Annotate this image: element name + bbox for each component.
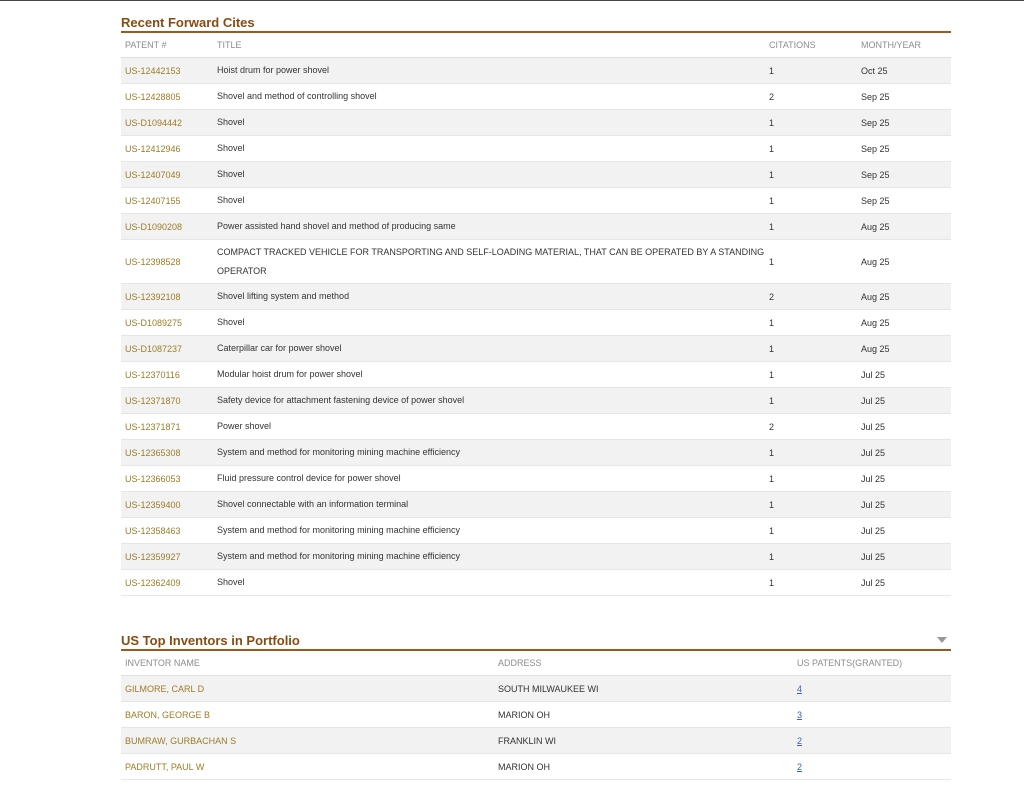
patent-number-link[interactable]: US-12366053 (121, 466, 213, 492)
patent-number-link[interactable]: US-12365308 (121, 440, 213, 466)
patent-number-link[interactable]: US-12412946 (121, 136, 213, 162)
table-row (121, 544, 951, 570)
patent-number-link[interactable]: US-12428805 (121, 84, 213, 110)
patent-title: Safety device for attachment fastening device of power shovel (213, 388, 765, 414)
chevron-down-icon[interactable] (937, 637, 947, 643)
citation-count: 1 (765, 388, 857, 414)
patent-title: COMPACT TRACKED VEHICLE FOR TRANSPORTING AND SELF-LOADING MATERIAL, THAT CAN BE OPERATED BY A STANDING OPERATOR (213, 240, 765, 284)
patent-title: Shovel (213, 136, 765, 162)
citation-count: 1 (765, 188, 857, 214)
month-year: Sep 25 (857, 136, 951, 162)
month-year: Jul 25 (857, 388, 951, 414)
citation-count: 2 (765, 414, 857, 440)
month-year: Sep 25 (857, 188, 951, 214)
col-header-patent[interactable]: PATENT # (121, 33, 213, 58)
citation-count: 1 (765, 492, 857, 518)
citation-count: 1 (765, 162, 857, 188)
citation-count: 1 (765, 58, 857, 84)
citation-count: 2 (765, 84, 857, 110)
patent-title: Hoist drum for power shovel (213, 58, 765, 84)
table-row (121, 188, 951, 214)
month-year: Sep 25 (857, 110, 951, 136)
citation-count: 1 (765, 110, 857, 136)
forward-cites-title: Recent Forward Cites (121, 14, 951, 33)
patent-number-link[interactable]: US-12442153 (121, 58, 213, 84)
col-header-month-year[interactable]: MONTH/YEAR (857, 33, 951, 58)
citation-count: 1 (765, 544, 857, 570)
table-row (121, 240, 951, 284)
patent-count-cell (793, 728, 951, 754)
table-row (121, 362, 951, 388)
patent-number-link[interactable]: US-D1090208 (121, 214, 213, 240)
month-year: Sep 25 (857, 84, 951, 110)
patent-number-link[interactable]: US-12407049 (121, 162, 213, 188)
patent-title: Power shovel (213, 414, 765, 440)
patent-title: Caterpillar car for power shovel (213, 336, 765, 362)
forward-cites-section (121, 14, 951, 596)
table-row (121, 214, 951, 240)
inventors-title-bar (121, 632, 951, 651)
patent-number-link[interactable]: US-12407155 (121, 188, 213, 214)
table-row (121, 388, 951, 414)
month-year: Jul 25 (857, 466, 951, 492)
table-row (121, 162, 951, 188)
patent-title: Shovel and method of controlling shovel (213, 84, 765, 110)
citation-count: 1 (765, 440, 857, 466)
citation-count: 1 (765, 240, 857, 284)
month-year: Oct 25 (857, 58, 951, 84)
month-year: Jul 25 (857, 544, 951, 570)
patent-number-link[interactable]: US-12359400 (121, 492, 213, 518)
patent-title: Shovel (213, 188, 765, 214)
patent-count-link[interactable]: 2 (797, 735, 803, 746)
patent-count-link[interactable]: 2 (797, 761, 803, 772)
inventor-name-link[interactable]: BUMRAW, GURBACHAN S (121, 728, 494, 754)
table-row (121, 570, 951, 596)
table-row (121, 466, 951, 492)
col-header-citations[interactable]: CITATIONS (765, 33, 857, 58)
patent-title: Modular hoist drum for power shovel (213, 362, 765, 388)
patent-title: Shovel lifting system and method (213, 284, 765, 310)
inventors-table (121, 651, 951, 780)
patent-title: Shovel (213, 310, 765, 336)
month-year: Jul 25 (857, 570, 951, 596)
month-year: Sep 25 (857, 162, 951, 188)
table-row (121, 110, 951, 136)
forward-cites-header-row (121, 33, 951, 58)
patent-number-link[interactable]: US-12398528 (121, 240, 213, 284)
patent-number-link[interactable]: US-12371870 (121, 388, 213, 414)
month-year: Aug 25 (857, 336, 951, 362)
inventor-name-link[interactable]: GILMORE, CARL D (121, 676, 494, 702)
col-header-address[interactable]: ADDRESS (494, 651, 793, 676)
table-row (121, 728, 951, 754)
patent-count-cell (793, 754, 951, 780)
month-year: Aug 25 (857, 310, 951, 336)
forward-cites-table (121, 33, 951, 596)
patent-count-cell (793, 702, 951, 728)
table-row (121, 336, 951, 362)
inventor-address: SOUTH MILWAUKEE WI (494, 676, 793, 702)
col-header-title[interactable]: TITLE (213, 33, 765, 58)
patent-number-link[interactable]: US-12358463 (121, 518, 213, 544)
forward-cites-body (121, 58, 951, 596)
citation-count: 1 (765, 466, 857, 492)
patent-number-link[interactable]: US-12359927 (121, 544, 213, 570)
table-row (121, 136, 951, 162)
patent-number-link[interactable]: US-D1094442 (121, 110, 213, 136)
patent-title: System and method for monitoring mining machine efficiency (213, 544, 765, 570)
patent-title: System and method for monitoring mining machine efficiency (213, 440, 765, 466)
table-row (121, 518, 951, 544)
table-row (121, 440, 951, 466)
patent-title: Shovel (213, 110, 765, 136)
month-year: Jul 25 (857, 518, 951, 544)
patent-number-link[interactable]: US-12392108 (121, 284, 213, 310)
patent-title: Shovel (213, 570, 765, 596)
table-row (121, 702, 951, 728)
citation-count: 1 (765, 570, 857, 596)
month-year: Aug 25 (857, 240, 951, 284)
table-row (121, 84, 951, 110)
citation-count: 1 (765, 136, 857, 162)
inventors-section (121, 632, 951, 780)
inventors-header-row (121, 651, 951, 676)
patent-title: Shovel (213, 162, 765, 188)
table-row (121, 754, 951, 780)
table-row (121, 492, 951, 518)
inventor-name-link[interactable]: PADRUTT, PAUL W (121, 754, 494, 780)
table-row (121, 58, 951, 84)
patent-number-link[interactable]: US-12371871 (121, 414, 213, 440)
col-header-us-patents[interactable]: US PATENTS(GRANTED) (793, 651, 951, 676)
patent-title: Fluid pressure control device for power shovel (213, 466, 765, 492)
patent-title: Shovel connectable with an information terminal (213, 492, 765, 518)
patent-count-cell (793, 676, 951, 702)
patent-number-link[interactable]: US-12362409 (121, 570, 213, 596)
inventor-address: FRANKLIN WI (494, 728, 793, 754)
month-year: Jul 25 (857, 414, 951, 440)
patent-number-link[interactable]: US-12370116 (121, 362, 213, 388)
month-year: Aug 25 (857, 284, 951, 310)
table-row (121, 414, 951, 440)
col-header-inventor-name[interactable]: INVENTOR NAME (121, 651, 494, 676)
table-row (121, 284, 951, 310)
inventor-address: MARION OH (494, 754, 793, 780)
table-row (121, 310, 951, 336)
citation-count: 2 (765, 284, 857, 310)
patent-count-link[interactable]: 3 (797, 709, 803, 720)
citation-count: 1 (765, 518, 857, 544)
month-year: Jul 25 (857, 362, 951, 388)
patent-number-link[interactable]: US-D1087237 (121, 336, 213, 362)
citation-count: 1 (765, 214, 857, 240)
month-year: Aug 25 (857, 214, 951, 240)
patent-title: System and method for monitoring mining machine efficiency (213, 518, 765, 544)
table-row (121, 676, 951, 702)
citation-count: 1 (765, 310, 857, 336)
citation-count: 1 (765, 362, 857, 388)
patent-count-link[interactable]: 4 (797, 683, 803, 694)
patent-number-link[interactable]: US-D1089275 (121, 310, 213, 336)
inventors-title: US Top Inventors in Portfolio (121, 633, 300, 648)
month-year: Jul 25 (857, 492, 951, 518)
inventor-name-link[interactable]: BARON, GEORGE B (121, 702, 494, 728)
citation-count: 1 (765, 336, 857, 362)
inventor-address: MARION OH (494, 702, 793, 728)
month-year: Jul 25 (857, 440, 951, 466)
patent-title: Power assisted hand shovel and method of producing same (213, 214, 765, 240)
inventors-body (121, 676, 951, 780)
